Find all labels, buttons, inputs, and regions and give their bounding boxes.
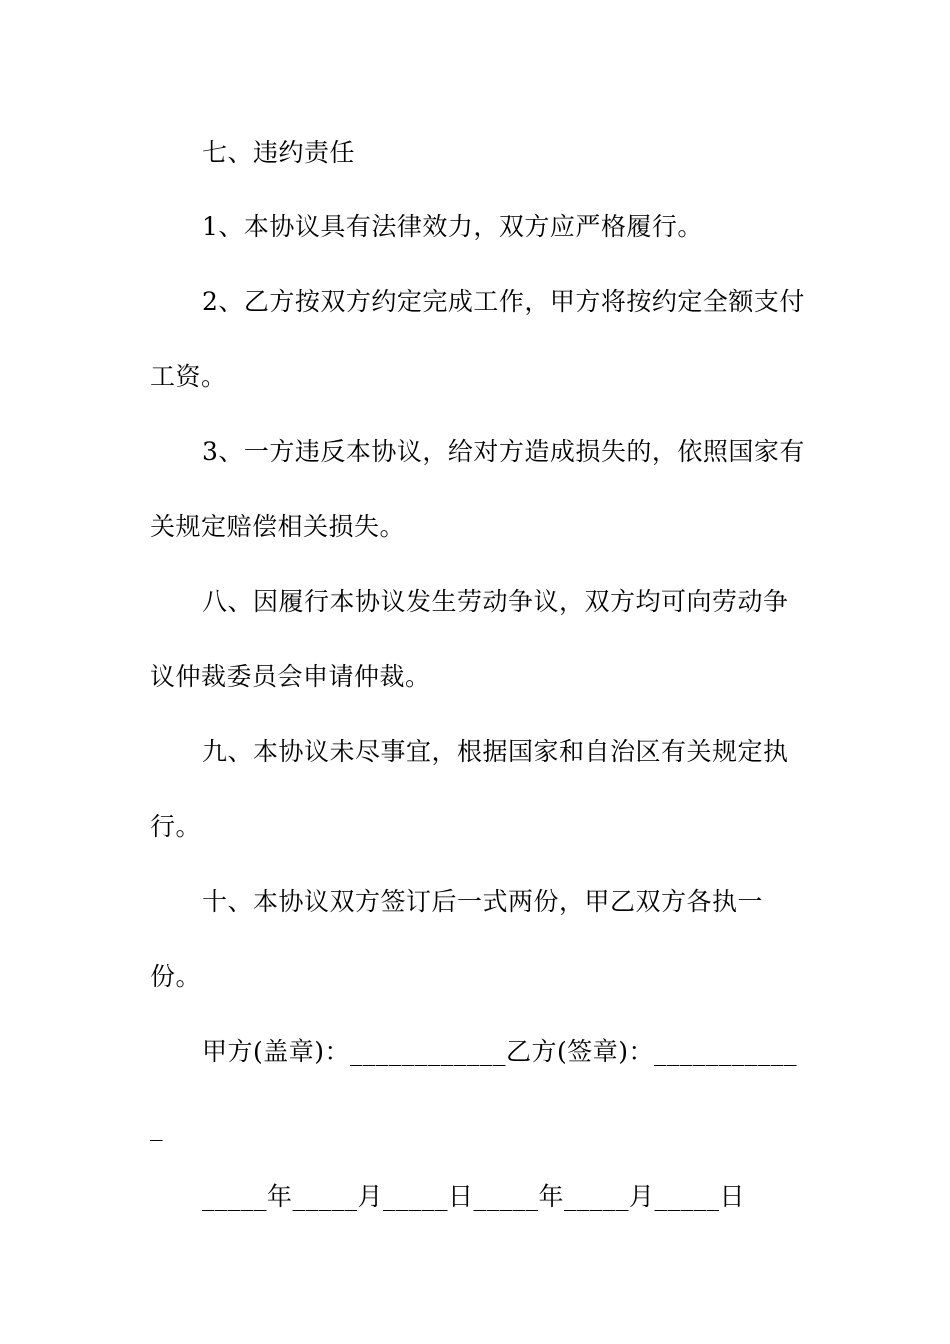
- paragraph-line: 关规定赔偿相关损失。: [150, 512, 406, 541]
- paragraph-line: 八、因履行本协议发生劳动争议，双方均可向劳动争: [202, 587, 789, 616]
- paragraph-line: 九、本协议未尽事宜，根据国家和自治区有关规定执: [202, 737, 789, 766]
- section-heading-breach-liability: 七、违约责任: [202, 138, 356, 167]
- signature-line: 甲方(盖章)：____________乙方(签章)：___________: [202, 1037, 798, 1066]
- signature-line-continuation: _: [150, 1112, 163, 1141]
- date-line: _____年_____月_____日_____年_____月_____日: [202, 1182, 746, 1211]
- paragraph-line: 行。: [150, 812, 202, 841]
- paragraph-line: 3、一方违反本协议，给对方造成损失的，依照国家有: [202, 437, 805, 466]
- paragraph-line: 份。: [150, 962, 202, 991]
- paragraph-line: 2、乙方按双方约定完成工作，甲方将按约定全额支付: [202, 287, 805, 316]
- paragraph-line: 工资。: [150, 362, 227, 391]
- paragraph-line: 1、本协议具有法律效力，双方应严格履行。: [202, 212, 703, 241]
- paragraph-line: 议仲裁委员会申请仲裁。: [150, 662, 431, 691]
- paragraph-line: 十、本协议双方签订后一式两份，甲乙双方各执一: [202, 887, 764, 916]
